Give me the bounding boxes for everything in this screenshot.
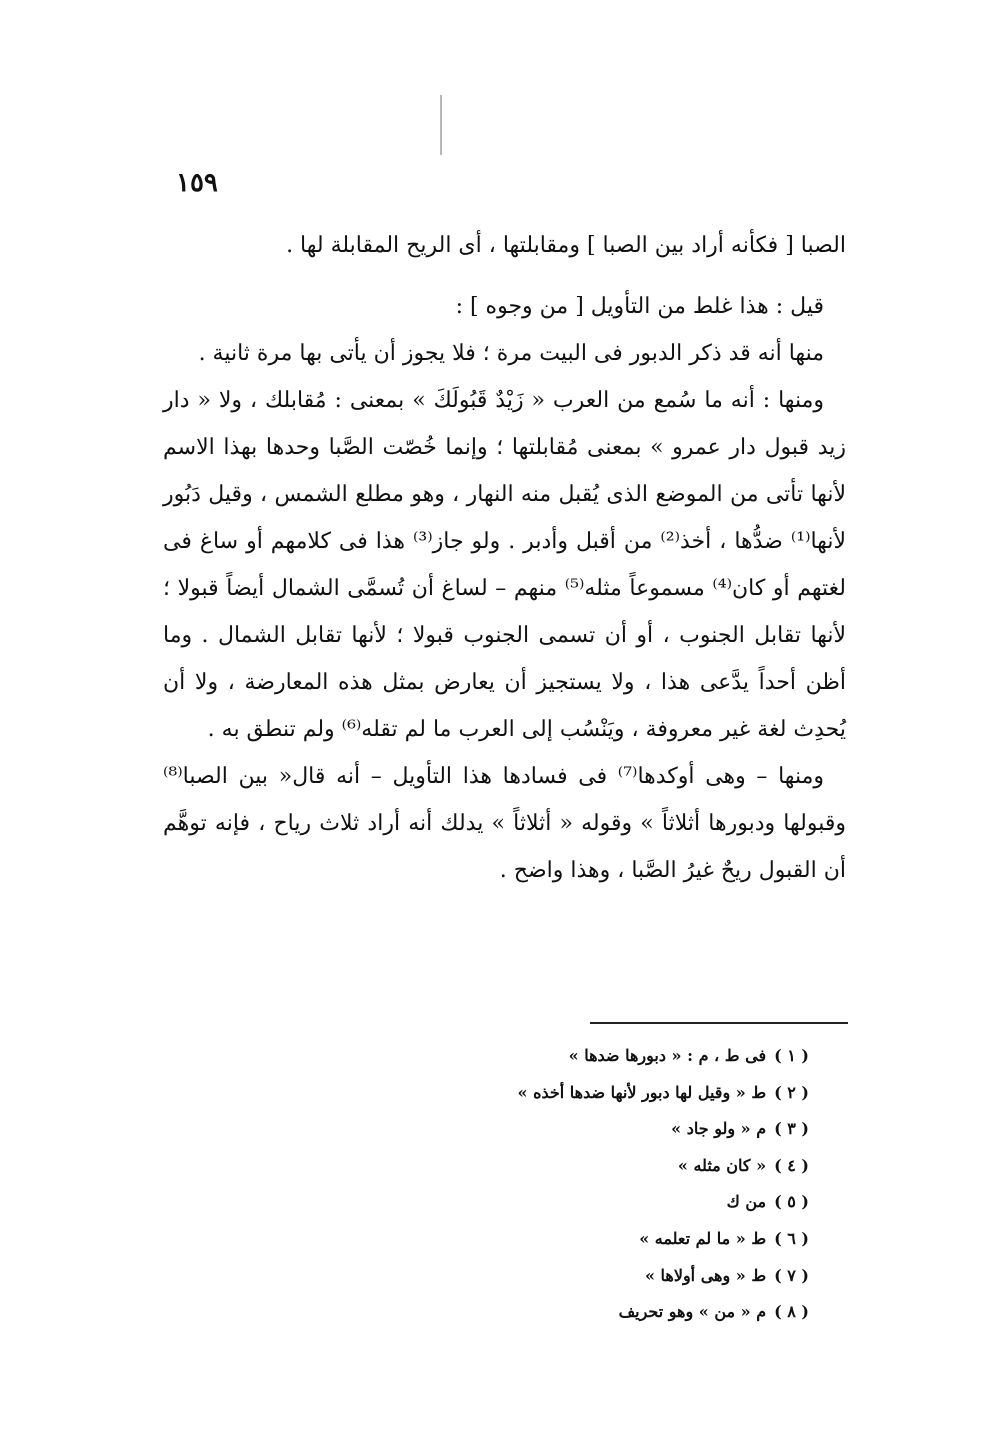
paragraph-1: الصبا [ فكأنه أراد بين الصبا ] ومقابلتها ، أى الريح المقابلة لها . (286, 233, 846, 258)
footnote-number: ( ٦ ) (774, 1228, 809, 1248)
footnote-text: م « من » وهو تحريف (618, 1302, 767, 1322)
footnote-number: ( ٢ ) (774, 1082, 809, 1102)
footnote-number: ( ٣ ) (774, 1119, 809, 1139)
footnote-divider (590, 1022, 848, 1024)
footnote-4 (329, 1148, 809, 1185)
scan-artifact (440, 95, 442, 155)
footnotes (329, 1038, 809, 1331)
footnote-2 (329, 1075, 809, 1112)
footnote-3 (329, 1111, 809, 1148)
footnote-text: م « ولو جاد » (671, 1119, 767, 1139)
footnote-8 (329, 1294, 809, 1331)
footnote-number: ( ٤ ) (774, 1155, 809, 1175)
page-number: ١٥٩ (176, 168, 218, 198)
paragraph-4-text: ومنها : أنه ما سُمع من العرب « زَيْدٌ قَبُولَكَ » بمعنى : مُقابلك ، ولا « دار زيد قبول دار عمرو » بمعنى مُقابلتها ؛ وإنما خُصّت الصَّبا وحدها بهذا الاسم لأنها تأتى من الموضع الذى يُقبل منه النهار ، وهو مطلع الشمس ، وقيل دَبُور لأنها⁽¹⁾ ضدُّها ، أخذ⁽²⁾ من أقبل وأدبر . ولو جاز⁽³⁾ هذا فى كلامهم أو ساغ فى لغتهم أو كان⁽⁴⁾ مسموعاً مثله⁽⁵⁾ منهم – لساغ أن تُسمَّى الشمال أيضاً قبولا ؛ لأنها تقابل الجنوب ، أو أن تسمى الجنوب قبولا ؛ لأنها تقابل الشمال . وما أظن أحداً يدَّعى هذا ، ولا يستجيز أن يعارض بمثل هذه المعارضة ، ولا أن يُحدِث لغة غير معروفة ، ويَنْسُب إلى العرب ما لم تقله⁽⁶⁾ ولم تنطق به . (163, 388, 846, 742)
footnote-text: ط « ما لم تعلمه » (639, 1228, 767, 1248)
footnote-text: ط « وهى أولاها » (644, 1265, 767, 1285)
paragraph-2 (163, 283, 846, 330)
main-text (163, 222, 846, 894)
paragraph-5 (163, 753, 846, 894)
footnote-5 (329, 1184, 809, 1221)
paragraph-3-text: منها أنه قد ذكر الدبور فى البيت مرة ؛ فلا يجوز أن يأتى بها مرة ثانية . (198, 341, 824, 366)
paragraph-4 (163, 377, 846, 753)
paragraph-2-text: قيل : هذا غلط من التأويل [ من وجوه ] : (455, 294, 824, 319)
footnote-7 (329, 1258, 809, 1295)
footnote-number: ( ١ ) (774, 1046, 809, 1065)
footnote-6 (329, 1221, 809, 1258)
footnote-number: ( ٥ ) (774, 1192, 809, 1212)
paragraph-3 (163, 330, 846, 377)
footnote-text: فى ط ، م : « دبورها ضدها » (568, 1046, 767, 1065)
paragraph-5-text: ومنها – وهى أوكدها⁽⁷⁾ فى فسادها هذا التأويل – أنه قال« بين الصبا⁽⁸⁾ وقبولها ودبورها أثلاثاً » وقوله « أثلاثاً » يدلك أنه أراد ثلاث رياح ، فإنه توهَّم أن القبول ريحٌ غيرُ الصَّبا ، وهذا واضح . (163, 764, 846, 883)
footnote-text: من ك (726, 1192, 767, 1212)
footnote-number: ( ٧ ) (774, 1265, 809, 1285)
footnote-1 (329, 1038, 809, 1075)
footnote-text: « كان مثله » (677, 1155, 767, 1175)
footnote-text: ط « وقيل لها دبور لأنها ضدها أخذه » (517, 1082, 767, 1102)
footnote-number: ( ٨ ) (774, 1302, 809, 1322)
